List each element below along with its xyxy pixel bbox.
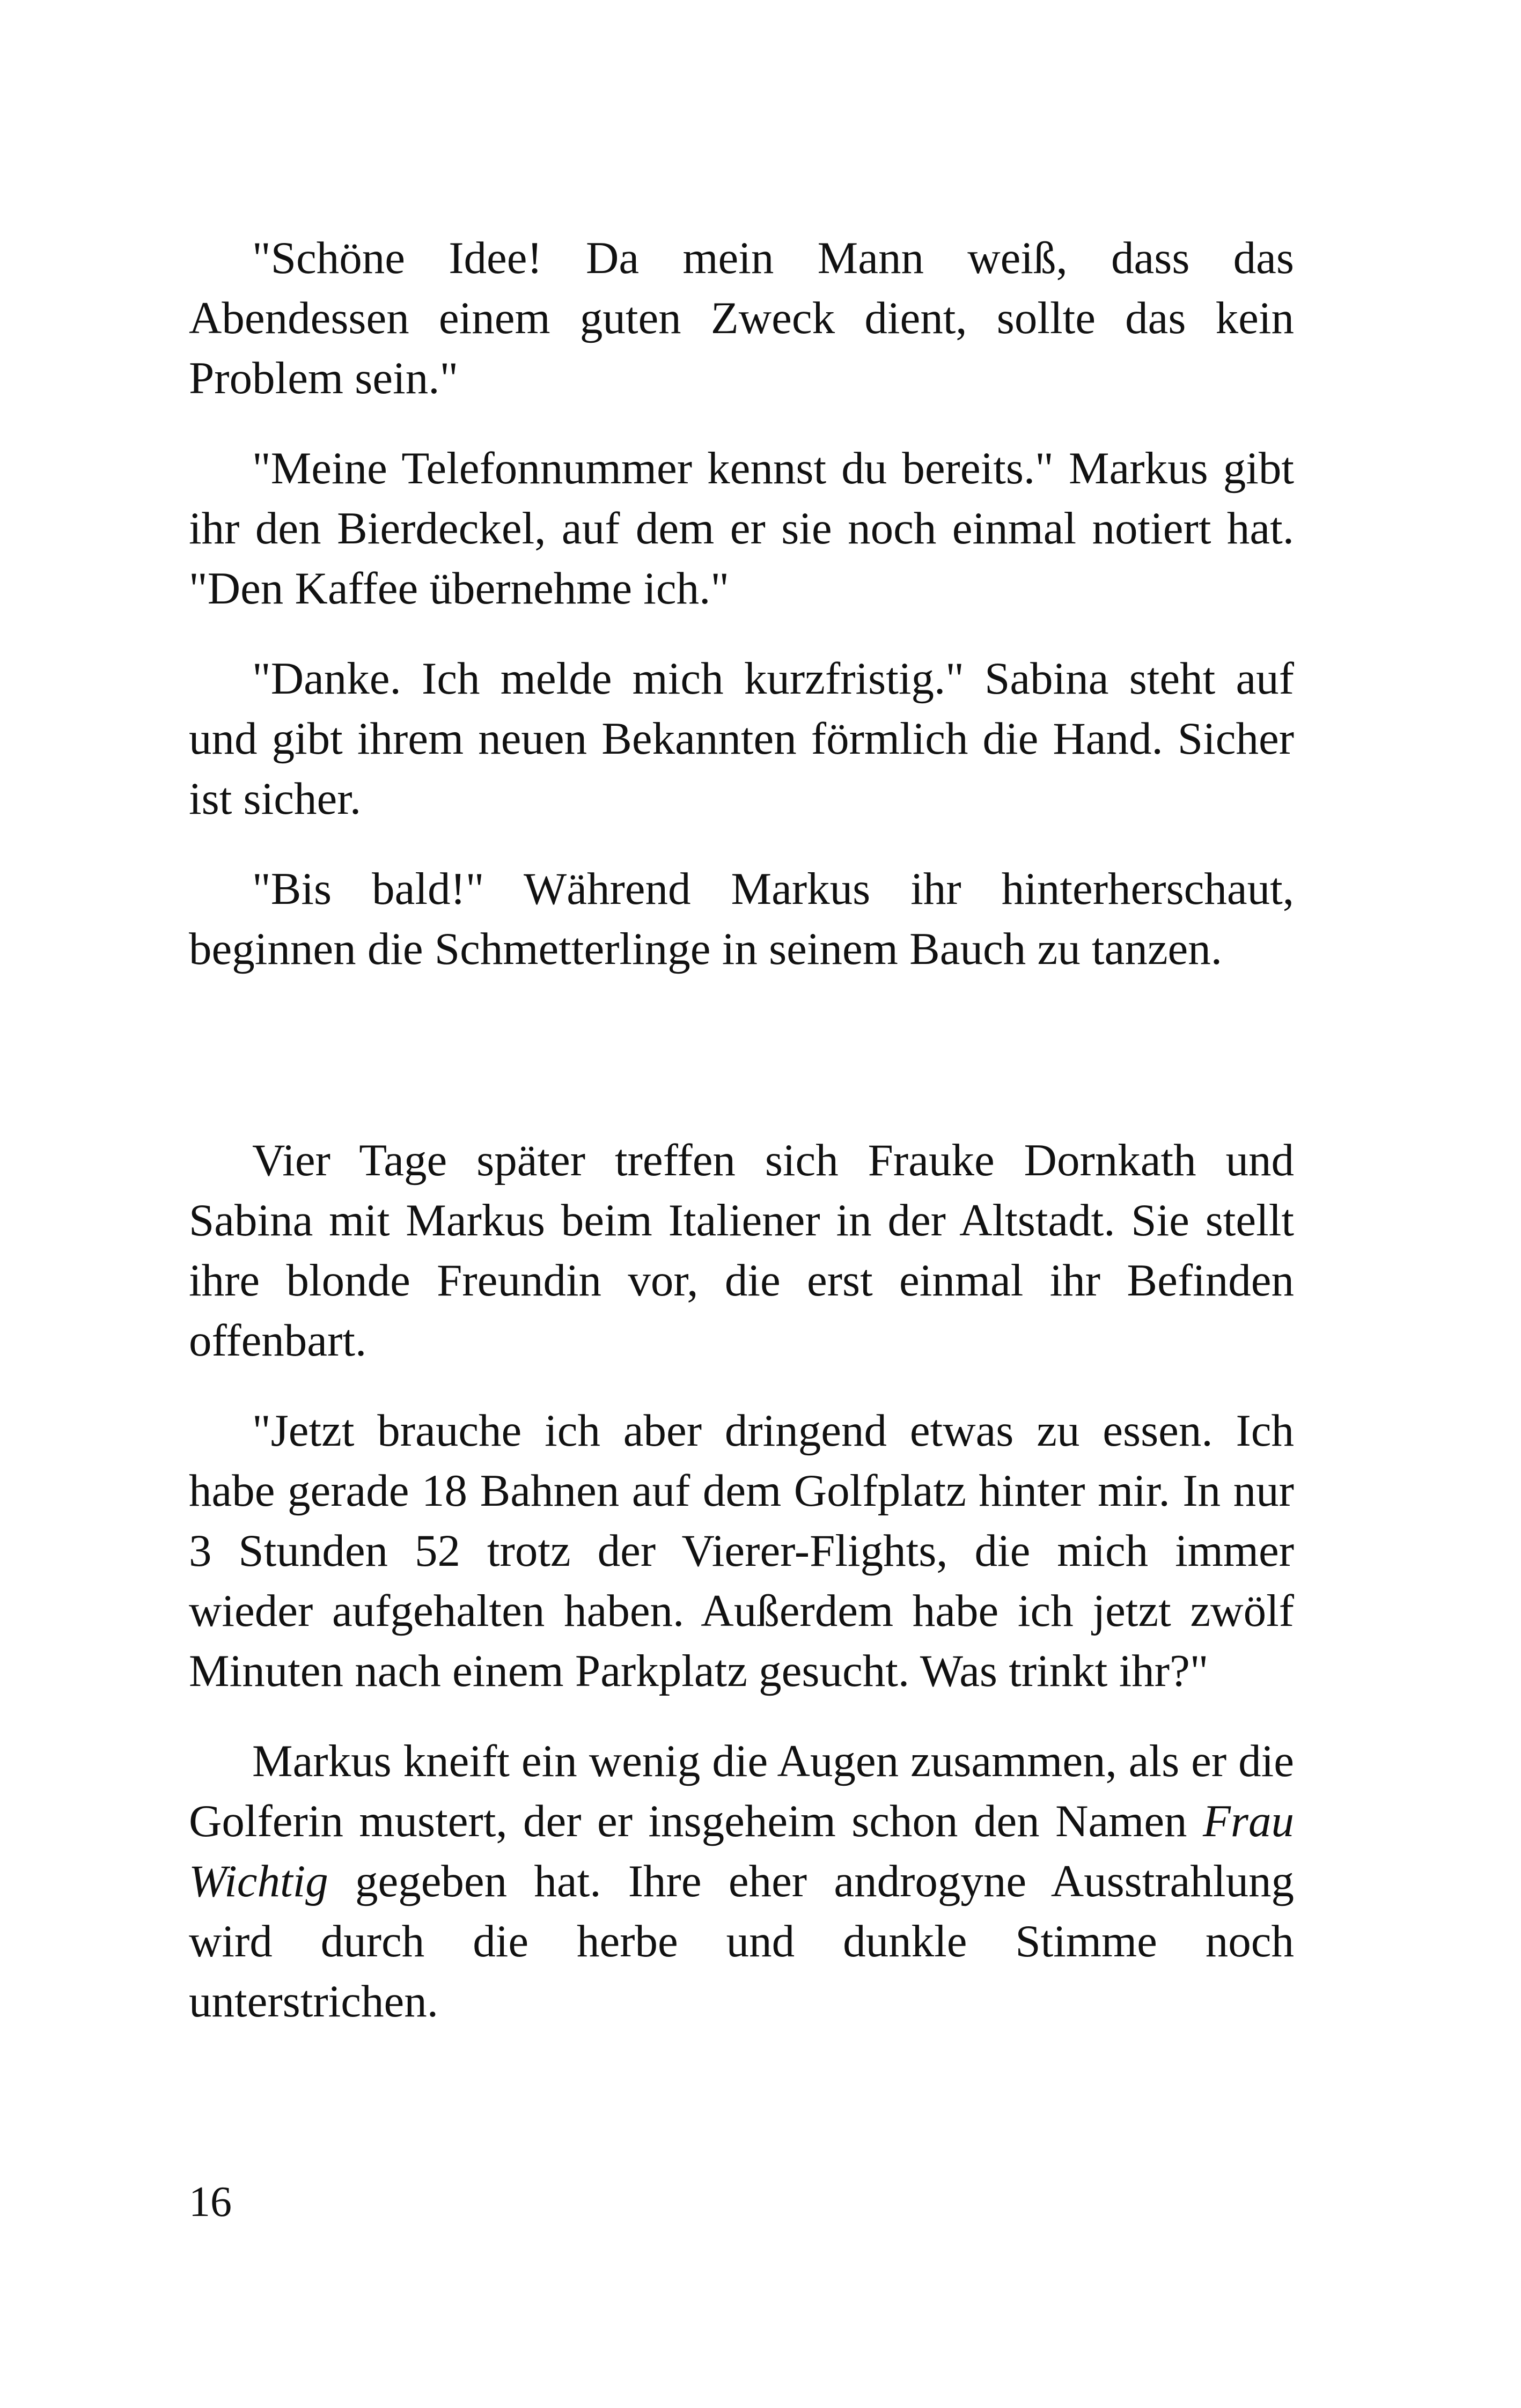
text-run: "Bis bald!" Während Markus ihr hinterherschaut, beginnen die Schmetterlinge in seinem Bauch zu tanzen. (189, 864, 1294, 974)
paragraph (189, 1731, 1294, 2031)
italic-name-frau-wichtig: Frau Wichtig (189, 1796, 1294, 1906)
text-run: "Meine Telefonnummer kennst du bereits." Markus gibt ihr den Bierdeckel, auf dem er sie noch einmal notiert hat. "Den Kaffee übernehme ich." (189, 443, 1294, 614)
text-run: Markus kneift ein wenig die Augen zusammen, als er die Golferin mustert, der er insgeheim schon den Namen (189, 1736, 1294, 1846)
text-run: "Schöne Idee! Da mein Mann weiß, dass das Abendessen einem guten Zweck dient, sollte das kein Problem sein." (189, 233, 1294, 403)
paragraph (189, 228, 1294, 408)
body-text (189, 228, 1294, 2031)
page-number: 16 (189, 2178, 232, 2226)
text-run: Vier Tage später treffen sich Frauke Dornkath und Sabina mit Markus beim Italiener in der Altstadt. Sie stellt ihre blonde Freundin vor, die erst einmal ihr Befinden offenbart. (189, 1135, 1294, 1366)
paragraph (189, 1401, 1294, 1701)
paragraph-section-start (189, 1130, 1294, 1371)
text-run: "Danke. Ich melde mich kurzfristig." Sabina steht auf und gibt ihrem neuen Bekannten förmlich die Hand. Sicher ist sicher. (189, 653, 1294, 824)
paragraph (189, 859, 1294, 979)
paragraph (189, 438, 1294, 618)
text-run: "Jetzt brauche ich aber dringend etwas zu essen. Ich habe gerade 18 Bahnen auf dem Golfplatz hinter mir. In nur 3 Stunden 52 trotz der Vierer-Flights, die mich immer wieder aufgehalten haben. Außerdem habe ich jetzt zwölf Minuten nach einem Parkplatz gesucht. Was trinkt ihr?" (189, 1405, 1294, 1696)
paragraph (189, 649, 1294, 829)
text-run: gegeben hat. Ihre eher androgyne Ausstrahlung wird durch die herbe und dunkle Stimme noch unterstrichen. (189, 1856, 1294, 2027)
